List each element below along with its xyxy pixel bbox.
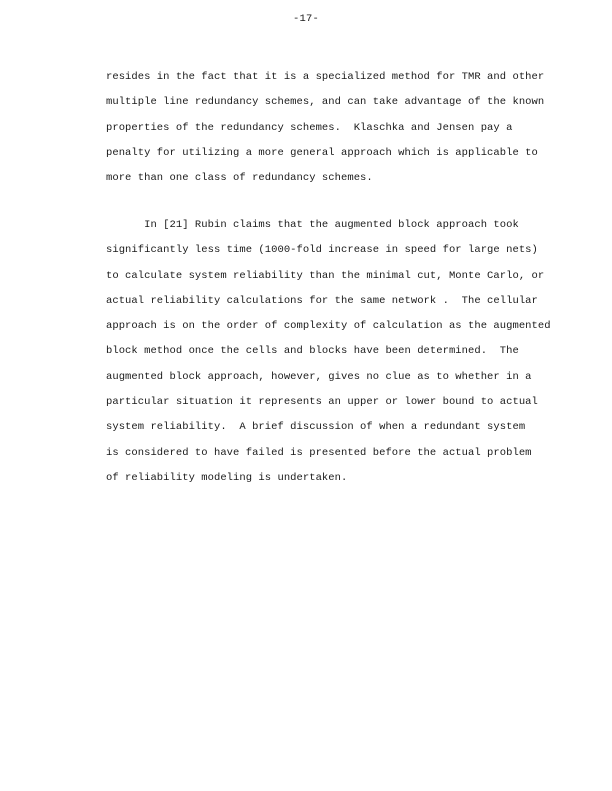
paragraph (106, 72, 546, 198)
text-line: resides in the fact that it is a specialized method for TMR and other (106, 71, 545, 83)
text-line: block method once the cells and blocks have been determined. The (106, 345, 519, 358)
text-line: approach is on the order of complexity of calculation as the augmented (106, 320, 551, 333)
text-line: properties of the redundancy schemes. Klaschka and Jensen pay a (106, 121, 513, 134)
text-line: system reliability. A brief discussion of when a redundant system (106, 421, 526, 434)
text-line: of reliability modeling is undertaken. (106, 471, 348, 484)
paragraph (106, 219, 551, 498)
text-line: more than one class of redundancy schemes. (106, 172, 373, 185)
text-line: In [21] Rubin claims that the augmented block approach took (106, 219, 519, 231)
text-line: multiple line redundancy schemes, and can take advantage of the known (106, 96, 545, 109)
text-line: penalty for utilizing a more general approach which is applicable to (106, 146, 538, 159)
text-line: to calculate system reliability than the minimal cut, Monte Carlo, or (106, 269, 545, 282)
text-line: significantly less time (1000-fold increase in speed for large nets) (106, 244, 538, 257)
text-line: particular situation it represents an upper or lower bound to actual (106, 396, 538, 409)
text-line: augmented block approach, however, gives no clue as to whether in a (106, 370, 532, 383)
text-line: is considered to have failed is presented before the actual problem (106, 446, 532, 459)
page-number: -17- (292, 13, 319, 25)
text-line: actual reliability calculations for the same network . The cellular (106, 294, 538, 307)
